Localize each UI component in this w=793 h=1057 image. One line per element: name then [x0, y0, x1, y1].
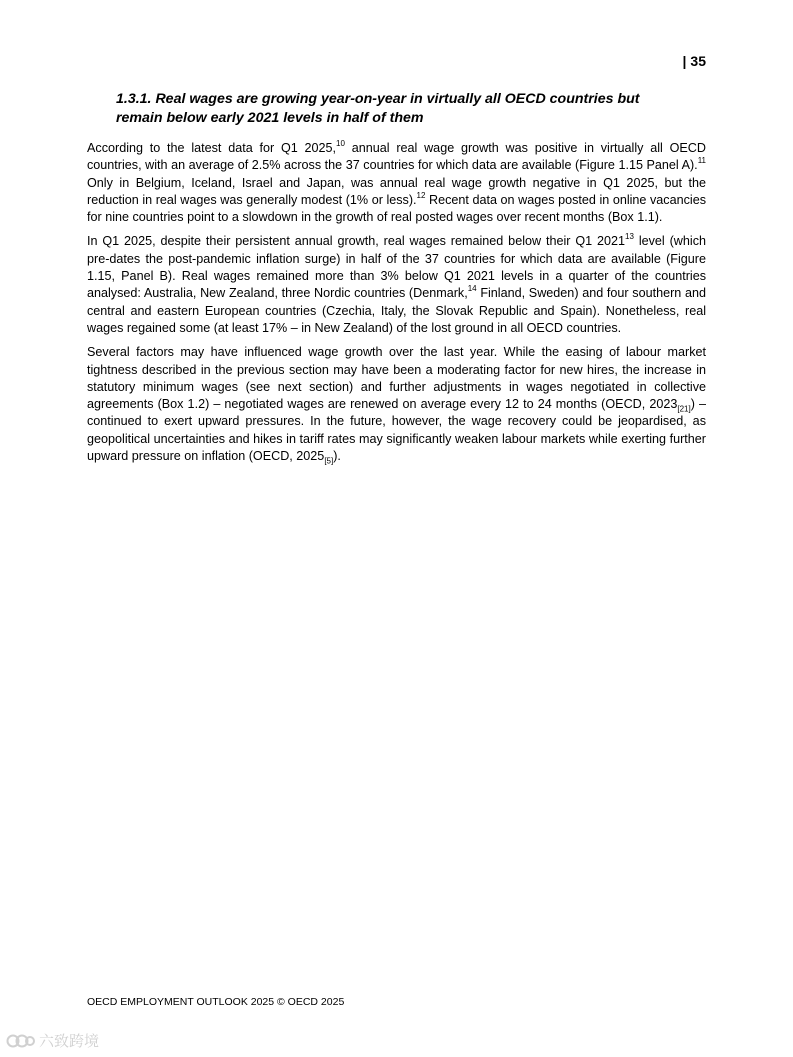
paragraph-3-text-3: ).	[333, 449, 341, 464]
paragraph-1	[87, 140, 706, 226]
body-text	[87, 140, 706, 472]
page-number-bar: |	[682, 53, 687, 69]
paragraph-2-text-3: Finland, Sweden) and four southern and central and eastern European countries (Czechia, Italy, the Slovak Republic and Spain). Nonetheless, real wages regained some (at least 17% – in New Zealand) of the lost ground in all OECD countries.	[87, 286, 706, 335]
watermark-text: 六致跨境	[39, 1033, 100, 1050]
citation-ref-5[interactable]: [5]	[324, 456, 334, 466]
page-number	[683, 53, 707, 69]
paragraph-2-text-1: In Q1 2025, despite their persistent annual growth, real wages remained below their Q1 2021	[87, 234, 626, 249]
paragraph-1-text-3: Only in Belgium, Iceland, Israel and Japan, was annual real wage growth negative in Q1 2025, but the reduction in real wages was generally modest (1% or less).	[87, 175, 706, 207]
footnote-ref-14[interactable]: 14	[467, 284, 477, 294]
footnote-ref-12[interactable]: 12	[416, 190, 426, 200]
paragraph-2	[87, 233, 706, 337]
page-number-value: 35	[690, 53, 706, 69]
page-footer: OECD EMPLOYMENT OUTLOOK 2025 © OECD 2025	[87, 996, 345, 1008]
paragraph-3-text-1: Several factors may have influenced wage growth over the last year. While the easing of labour market tightness described in the previous section may have been a moderating factor for new hires, the increase in statutory minimum wages (see next section) and further adjustments in wages negotiated in collective agreements (Box 1.2) – negotiated wages are renewed on average every 12 to 24 months (OECD, 2023	[87, 345, 706, 412]
paragraph-1-text-4: Recent data on wages posted in online vacancies for nine countries point to a slowdown in the growth of real posted wages over recent months (Box 1.1).	[87, 192, 706, 225]
paragraph-3-text-2: ) – continued to exert upward pressures. In the future, however, the wage recovery could be jeopardised, as geopolitical uncertainties and hikes in tariff rates may significantly weaken labour markets while exerting further upward pressure on inflation (OECD, 2025	[87, 397, 706, 464]
footnote-ref-10[interactable]: 10	[336, 138, 345, 148]
watermark	[6, 1030, 99, 1051]
watermark-logo-icon	[6, 1032, 36, 1050]
paragraph-1-text-2: annual real wage growth was positive in virtually all OECD countries, with an average of 2.5% across the 37 countries for which data are available (Figure 1.15 Panel A).	[87, 141, 706, 173]
paragraph-2-text-2: level (which pre-dates the post-pandemic inflation surge) in half of the 37 countries for which data are available (Figure 1.15, Panel B). Real wages remained more than 3% below Q1 2021 levels in a quarter of the countries analysed: Australia, New Zealand, three Nordic countries (Denmark,	[87, 234, 706, 301]
section-heading: 1.3.1. Real wages are growing year-on-year in virtually all OECD countries but remain below early 2021 levels in half of them	[116, 91, 640, 126]
footnote-ref-13[interactable]: 13	[625, 232, 634, 242]
citation-ref-21[interactable]: [21]	[677, 404, 691, 414]
footnote-ref-11[interactable]: 11	[697, 156, 706, 166]
paragraph-3	[87, 344, 706, 465]
paragraph-1-text-1: According to the latest data for Q1 2025,	[87, 141, 337, 155]
